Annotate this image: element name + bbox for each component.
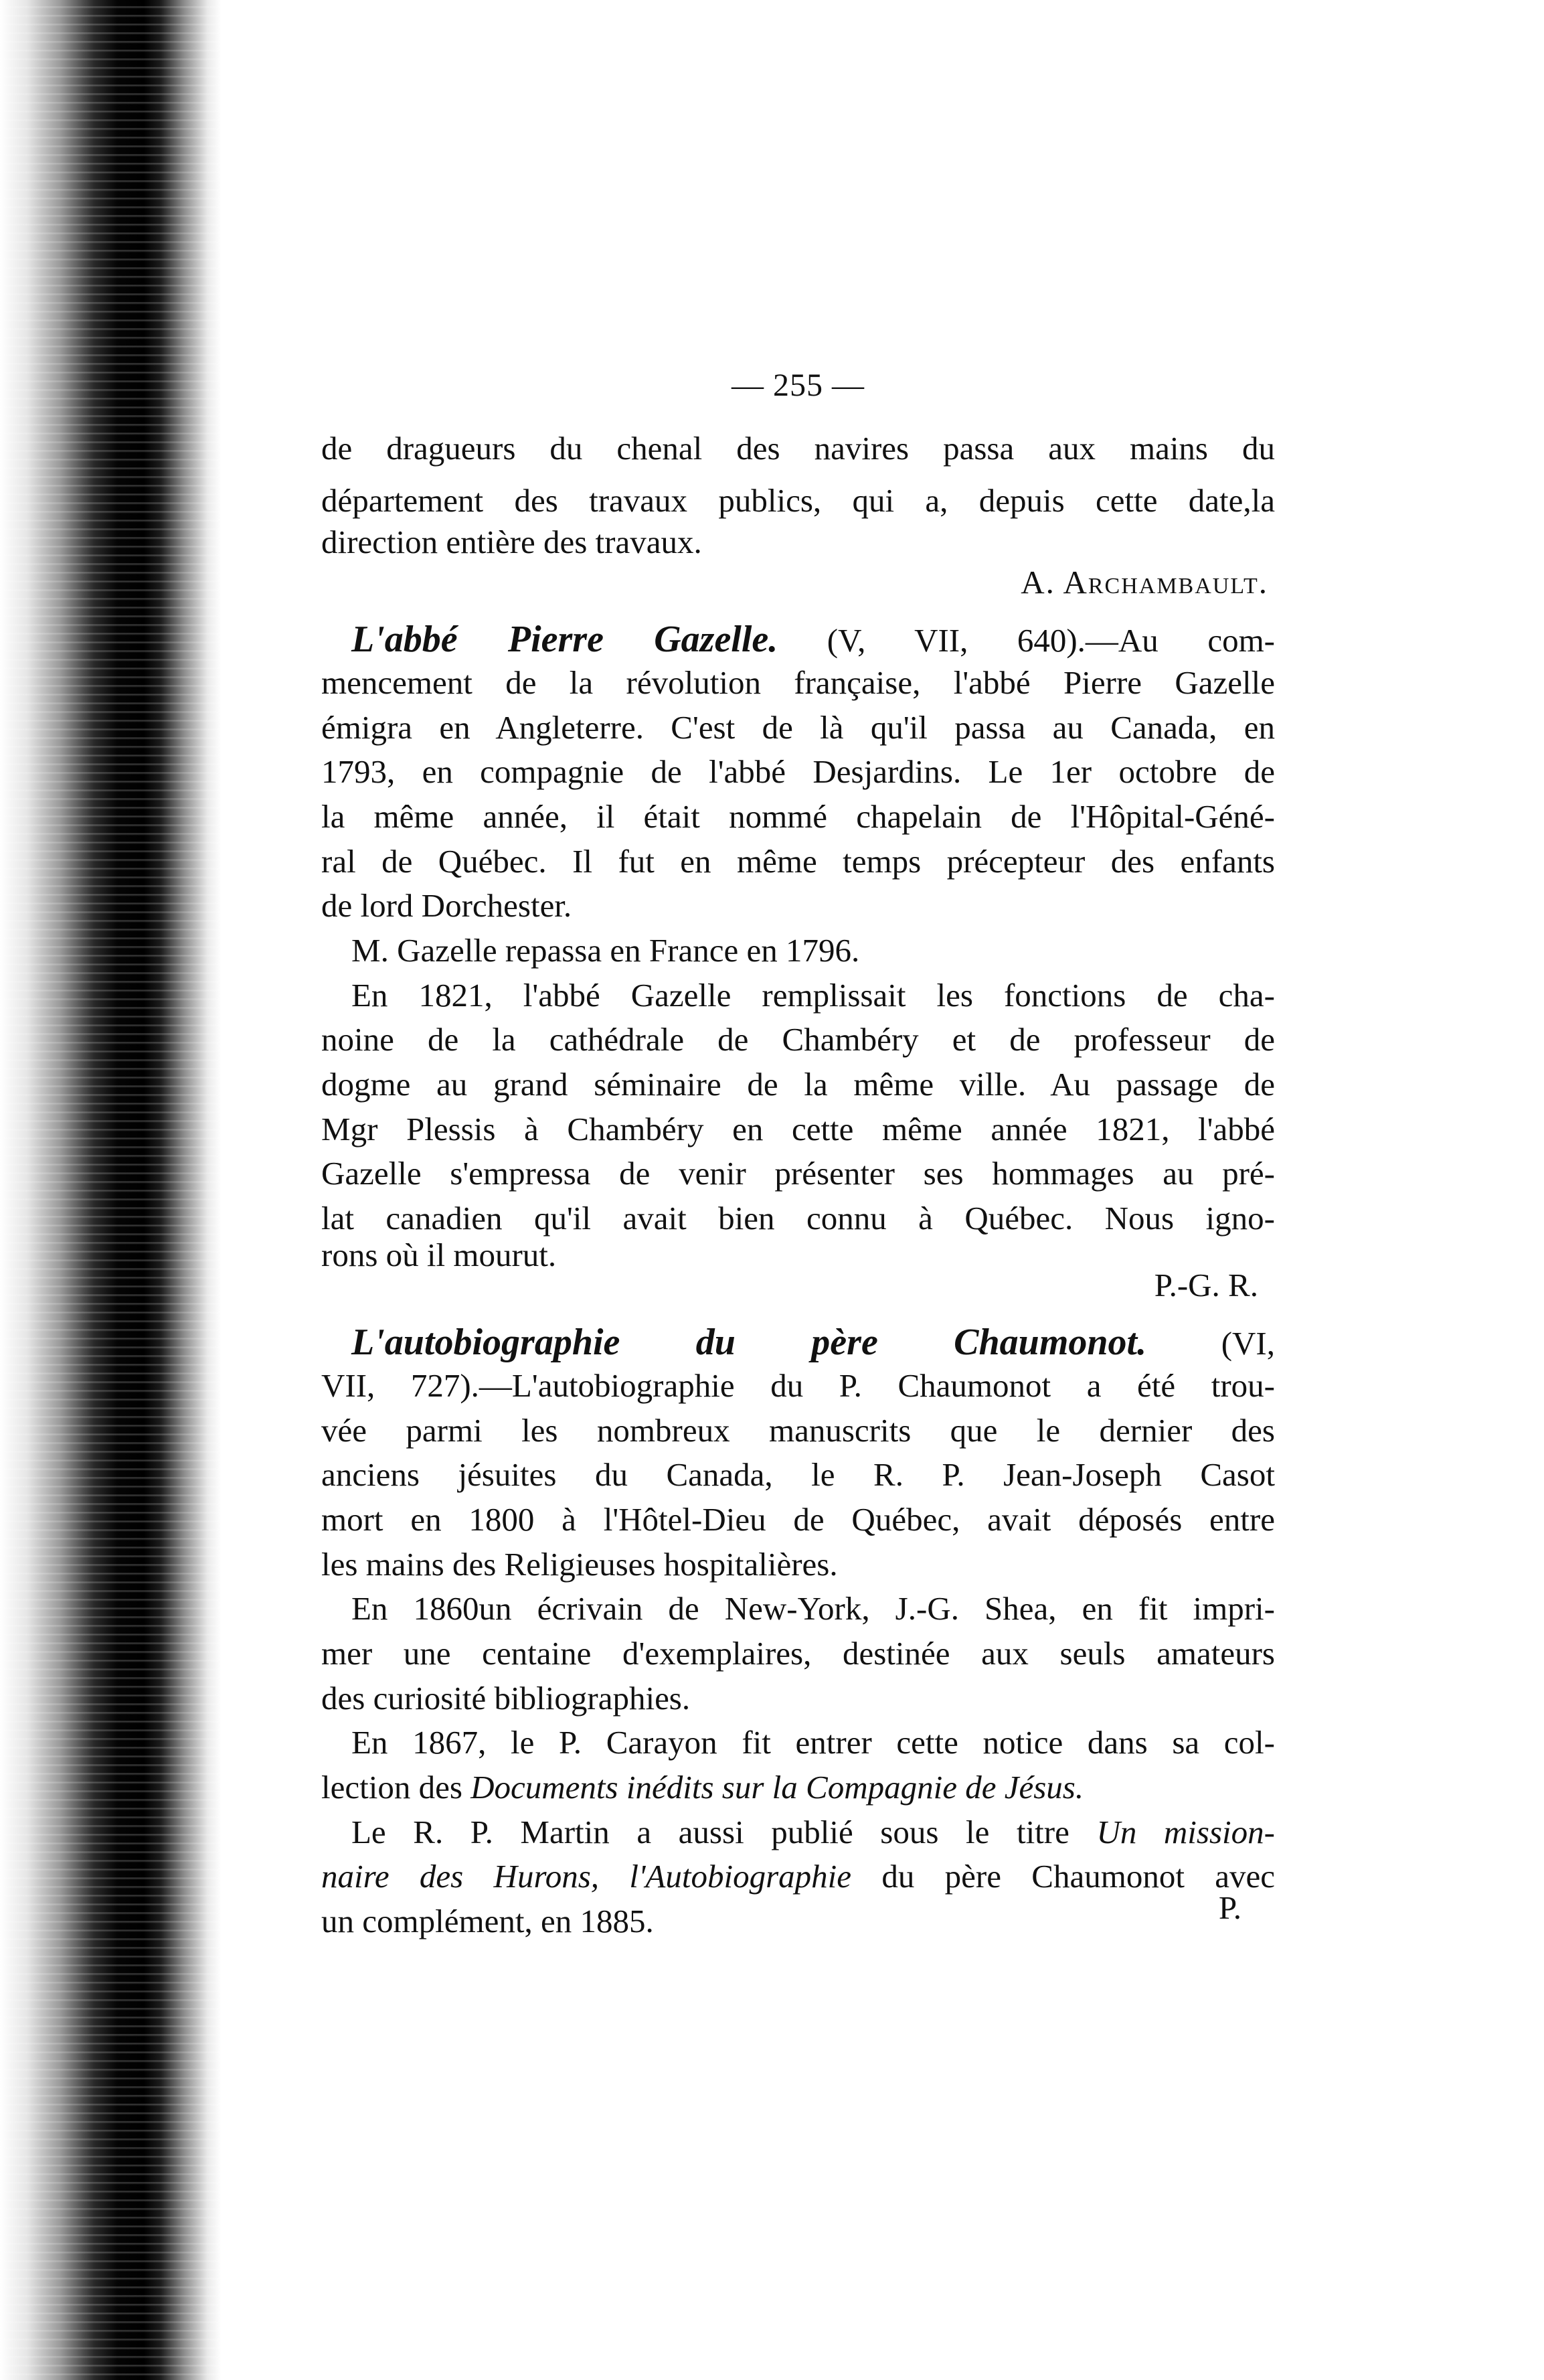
text-line: Gazelle s'empressa de venir présenter ses hommages au pré- xyxy=(321,1155,1275,1192)
text-line xyxy=(321,1767,1275,1808)
text-line: département des travaux publics, qui a, depuis cette date,la xyxy=(321,482,1275,519)
text-line: direction entière des travaux. xyxy=(321,524,702,560)
text-line: la même année, il était nommé chapelain de l'Hôpital-Géné- xyxy=(321,798,1275,835)
text-line: un complément, en 1885. xyxy=(321,1903,654,1939)
page-number: — 255 — xyxy=(732,368,865,403)
text-run: lection des xyxy=(321,1769,471,1806)
text-line: émigra en Angleterre. C'est de là qu'il passa au Canada, en xyxy=(321,709,1275,746)
italic-run: Un mission- xyxy=(1096,1814,1275,1850)
text-line: anciens jésuites du Canada, le R. P. Jean-Joseph Casot xyxy=(321,1456,1275,1493)
text-line: ral de Québec. Il fut en même temps précepteur des enfants xyxy=(321,843,1275,880)
text-line: dogme au grand séminaire de la même ville. Au passage de xyxy=(321,1066,1275,1103)
text-line: mencement de la révolution française, l'abbé Pierre Gazelle xyxy=(321,664,1275,701)
text-line: de dragueurs du chenal des navires passa aux mains du xyxy=(321,430,1275,467)
text-line: En 1860un écrivain de New-York, J.-G. Shea, en fit impri- xyxy=(351,1590,1275,1627)
signature: P. xyxy=(1218,1889,1241,1926)
italic-run: Documents inédits sur la Compagnie de Jésus. xyxy=(470,1769,1084,1806)
item-heading xyxy=(351,619,1275,661)
text-line: de lord Dorchester. xyxy=(321,887,572,924)
text-line: En 1867, le P. Carayon fit entrer cette notice dans sa col- xyxy=(351,1724,1275,1761)
item-reference: (VI, xyxy=(1146,1325,1275,1362)
signature: P.-G. R. xyxy=(1154,1267,1258,1303)
item-title: L'abbé Pierre Gazelle. xyxy=(351,619,778,660)
text-line: des curiosité bibliographies. xyxy=(321,1680,691,1717)
signature xyxy=(321,562,1268,603)
text-line: 1793, en compagnie de l'abbé Desjardins. Le 1er octobre de xyxy=(321,753,1275,790)
scan-binding-edge xyxy=(0,0,221,2380)
text-line: rons où il mourut. xyxy=(321,1237,557,1273)
italic-run: naire des Hurons, l'Autobiographie xyxy=(321,1858,852,1895)
text-line xyxy=(351,1812,1275,1852)
item-title: L'autobiographie du père Chaumonot. xyxy=(351,1322,1147,1363)
item-reference: (V, VII, 640).—Au com- xyxy=(778,622,1275,659)
page-body xyxy=(321,0,1275,2380)
text-run: Le R. P. Martin a aussi publié sous le titre xyxy=(351,1814,1097,1850)
text-line: les mains des Religieuses hospitalières. xyxy=(321,1546,838,1583)
text-line: lat canadien qu'il avait bien connu à Québec. Nous igno- xyxy=(321,1200,1275,1237)
text-line: VII, 727).—L'autobiographie du P. Chaumonot a été trou- xyxy=(321,1367,1275,1404)
text-line: M. Gazelle repassa en France en 1796. xyxy=(351,932,860,969)
text-line: Mgr Plessis à Chambéry en cette même année 1821, l'abbé xyxy=(321,1111,1275,1147)
item-heading xyxy=(351,1322,1275,1364)
text-line: noine de la cathédrale de Chambéry et de professeur de xyxy=(321,1021,1275,1058)
text-line: vée parmi les nombreux manuscrits que le dernier des xyxy=(321,1412,1275,1449)
text-line: En 1821, l'abbé Gazelle remplissait les fonctions de cha- xyxy=(351,977,1275,1014)
text-line: mort en 1800 à l'Hôtel-Dieu de Québec, avait déposés entre xyxy=(321,1501,1275,1538)
text-line: mer une centaine d'exemplaires, destinée aux seuls amateurs xyxy=(321,1635,1275,1672)
text-run: du père Chaumonot avec xyxy=(851,1858,1275,1895)
signature-text: A. Archambault. xyxy=(1021,564,1268,601)
